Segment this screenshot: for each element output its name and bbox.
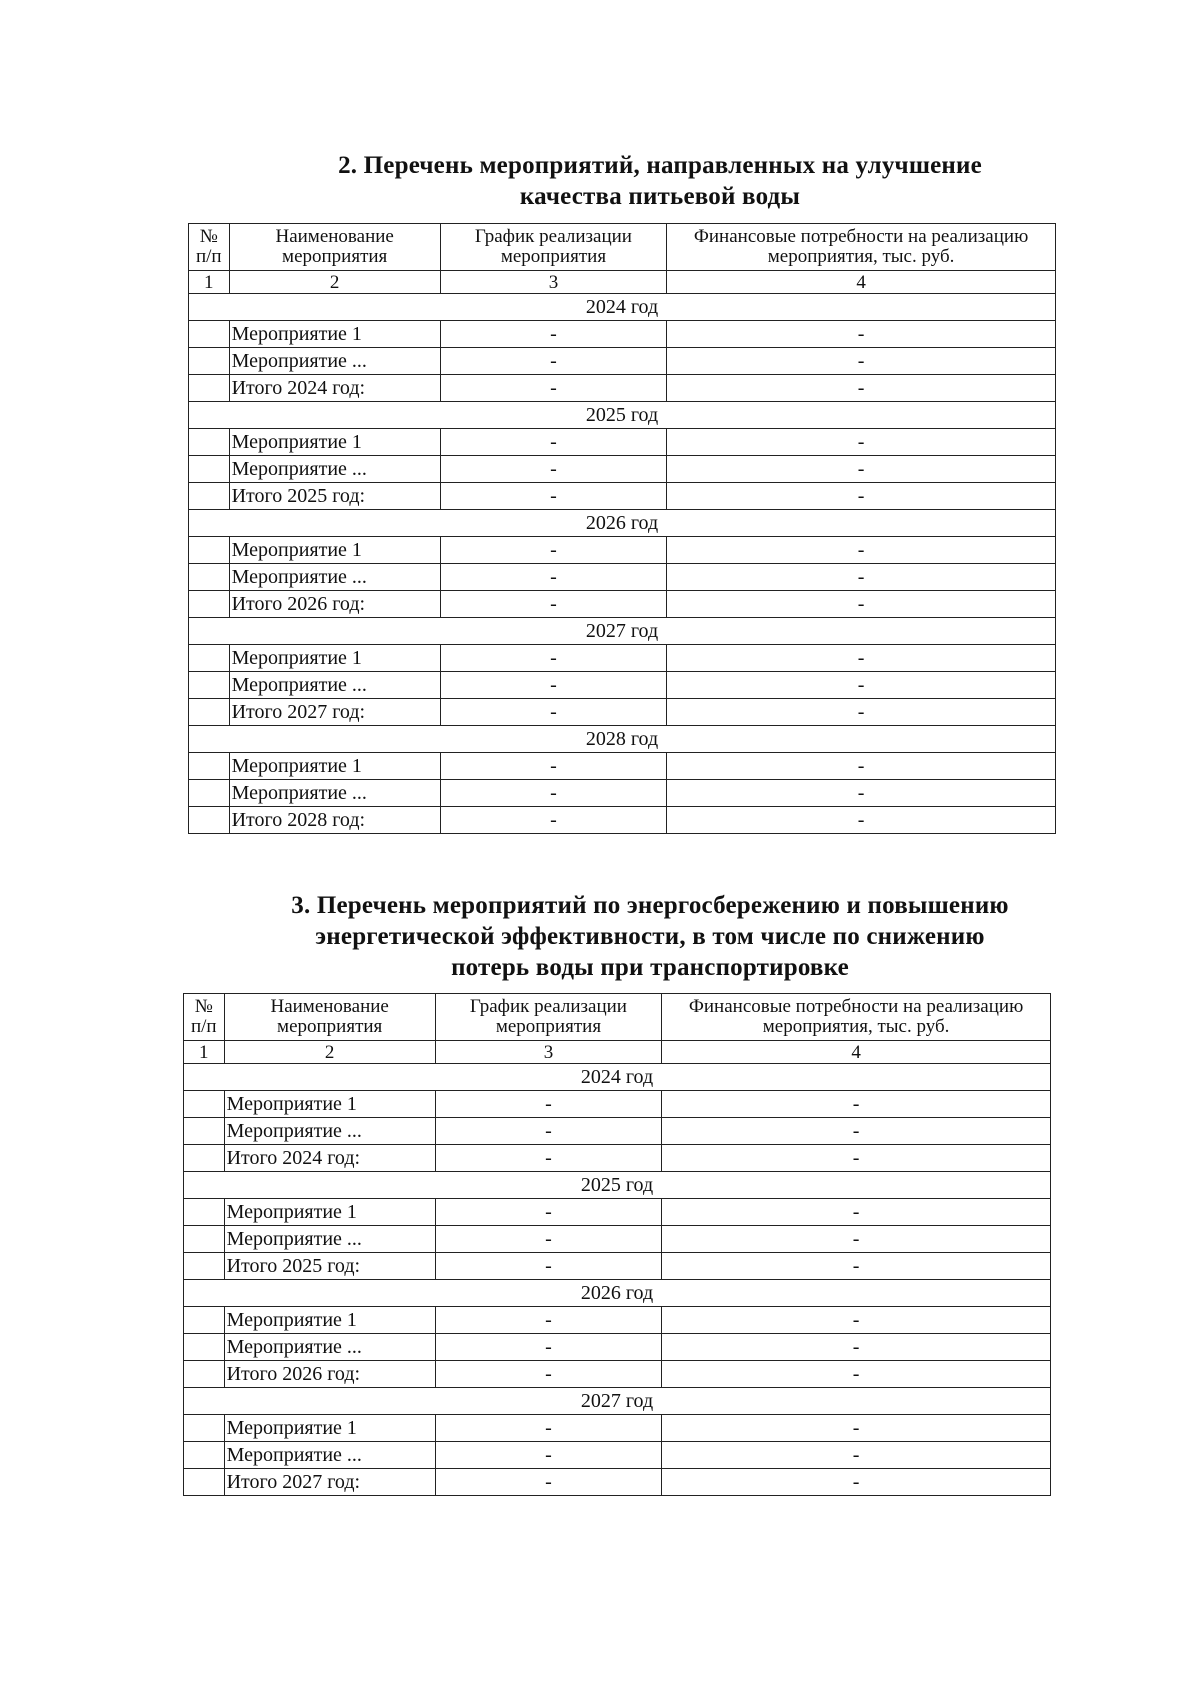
measure-name: Итого 2027 год: (229, 699, 440, 726)
row-number-cell (184, 1442, 225, 1469)
finance-value: - (662, 1415, 1051, 1442)
finance-value: - (667, 321, 1056, 348)
measure-name: Мероприятие ... (229, 456, 440, 483)
schedule-value: - (440, 429, 666, 456)
measure-name: Мероприятие 1 (229, 753, 440, 780)
column-index: 3 (440, 271, 666, 294)
row-number-cell (189, 672, 230, 699)
schedule-value: - (440, 456, 666, 483)
table-row (184, 1118, 1051, 1145)
section-drinking-water (0, 150, 1200, 831)
finance-value: - (662, 1307, 1051, 1334)
measure-name: Мероприятие 1 (229, 321, 440, 348)
table-row (189, 780, 1056, 807)
finance-value: - (667, 753, 1056, 780)
measure-name: Мероприятие 1 (229, 429, 440, 456)
schedule-value: - (435, 1199, 661, 1226)
schedule-value: - (440, 645, 666, 672)
row-number-cell (189, 429, 230, 456)
column-index: 2 (229, 271, 440, 294)
finance-value: - (662, 1118, 1051, 1145)
year-group-row (189, 294, 1056, 321)
finance-value: - (662, 1253, 1051, 1280)
row-number-cell (184, 1361, 225, 1388)
table-row (184, 1361, 1051, 1388)
schedule-value: - (440, 375, 666, 402)
measure-name: Итого 2025 год: (229, 483, 440, 510)
row-number-cell (184, 1145, 225, 1172)
measure-name: Мероприятие 1 (229, 645, 440, 672)
column-index-row (184, 1041, 1051, 1064)
finance-value: - (667, 483, 1056, 510)
measure-name: Мероприятие 1 (224, 1307, 435, 1334)
table-row (184, 1199, 1051, 1226)
header-row (184, 994, 1051, 1041)
finance-value: - (662, 1226, 1051, 1253)
finance-value: - (667, 537, 1056, 564)
row-number-cell (184, 1253, 225, 1280)
table-row (189, 537, 1056, 564)
year-group-row (189, 510, 1056, 537)
row-number-cell (189, 375, 230, 402)
schedule-value: - (440, 483, 666, 510)
year-label: 2026 год (184, 1280, 1051, 1307)
finance-value: - (667, 564, 1056, 591)
schedule-value: - (435, 1361, 661, 1388)
measures-table (188, 223, 1056, 834)
column-index-row (189, 271, 1056, 294)
section-heading (280, 150, 1040, 212)
row-number-cell (184, 1199, 225, 1226)
measure-name: Мероприятие ... (224, 1442, 435, 1469)
year-group-row (189, 402, 1056, 429)
table-row (184, 1226, 1051, 1253)
finance-value: - (667, 456, 1056, 483)
schedule-value: - (435, 1118, 661, 1145)
schedule-value: - (435, 1442, 661, 1469)
table-row (189, 645, 1056, 672)
schedule-value: - (440, 753, 666, 780)
measure-name: Мероприятие ... (224, 1118, 435, 1145)
column-index: 4 (662, 1041, 1051, 1064)
table-row (184, 1469, 1051, 1496)
measure-name: Итого 2024 год: (224, 1145, 435, 1172)
table-row (184, 1334, 1051, 1361)
schedule-value: - (440, 348, 666, 375)
measures-table (183, 993, 1051, 1496)
row-number-cell (184, 1307, 225, 1334)
year-label: 2025 год (184, 1172, 1051, 1199)
row-number-cell (184, 1469, 225, 1496)
schedule-value: - (440, 672, 666, 699)
table-row (189, 375, 1056, 402)
row-number-cell (189, 348, 230, 375)
section-energy-saving (0, 890, 1200, 1493)
table-row (189, 807, 1056, 834)
year-label: 2027 год (184, 1388, 1051, 1415)
schedule-value: - (435, 1253, 661, 1280)
table-row (189, 429, 1056, 456)
header-row (189, 224, 1056, 271)
column-index: 1 (184, 1041, 225, 1064)
header-name: Наименование мероприятия (224, 994, 435, 1041)
measure-name: Мероприятие ... (229, 672, 440, 699)
table-row (184, 1307, 1051, 1334)
finance-value: - (667, 375, 1056, 402)
header-number: № п/п (184, 994, 225, 1041)
row-number-cell (189, 753, 230, 780)
finance-value: - (667, 348, 1056, 375)
year-label: 2024 год (184, 1064, 1051, 1091)
schedule-value: - (440, 699, 666, 726)
year-group-row (189, 618, 1056, 645)
finance-value: - (667, 672, 1056, 699)
table-row (189, 456, 1056, 483)
finance-value: - (667, 429, 1056, 456)
measure-name: Мероприятие ... (224, 1334, 435, 1361)
schedule-value: - (440, 780, 666, 807)
row-number-cell (189, 591, 230, 618)
table-row (189, 699, 1056, 726)
heading-line-1: 3. Перечень мероприятий по энергосбережению и повышению (291, 892, 1009, 919)
schedule-value: - (435, 1145, 661, 1172)
table-row (189, 591, 1056, 618)
table-row (184, 1442, 1051, 1469)
heading-line-2: энергетической эффективности, в том числе по снижению (315, 923, 985, 950)
finance-value: - (662, 1442, 1051, 1469)
header-schedule: График реализации мероприятия (440, 224, 666, 271)
section-heading (240, 890, 1060, 983)
finance-value: - (662, 1199, 1051, 1226)
finance-value: - (667, 807, 1056, 834)
table-row (189, 672, 1056, 699)
column-index: 1 (189, 271, 230, 294)
column-index: 3 (435, 1041, 661, 1064)
year-label: 2027 год (189, 618, 1056, 645)
column-index: 2 (224, 1041, 435, 1064)
table-row (184, 1145, 1051, 1172)
schedule-value: - (440, 591, 666, 618)
finance-value: - (662, 1091, 1051, 1118)
year-label: 2024 год (189, 294, 1056, 321)
row-number-cell (184, 1415, 225, 1442)
year-label: 2026 год (189, 510, 1056, 537)
table-row (189, 348, 1056, 375)
table-row (189, 483, 1056, 510)
year-label: 2025 год (189, 402, 1056, 429)
table-row (184, 1253, 1051, 1280)
year-group-row (184, 1172, 1051, 1199)
measure-name: Мероприятие 1 (224, 1415, 435, 1442)
measure-name: Итого 2025 год: (224, 1253, 435, 1280)
year-group-row (184, 1280, 1051, 1307)
header-number: № п/п (189, 224, 230, 271)
table-row (184, 1415, 1051, 1442)
header-name: Наименование мероприятия (229, 224, 440, 271)
schedule-value: - (435, 1091, 661, 1118)
measure-name: Итого 2026 год: (229, 591, 440, 618)
finance-value: - (662, 1145, 1051, 1172)
heading-line-3: потерь воды при транспортировке (451, 954, 849, 981)
finance-value: - (662, 1361, 1051, 1388)
header-schedule: График реализации мероприятия (435, 994, 661, 1041)
row-number-cell (184, 1118, 225, 1145)
row-number-cell (189, 645, 230, 672)
row-number-cell (189, 483, 230, 510)
column-index: 4 (667, 271, 1056, 294)
row-number-cell (184, 1091, 225, 1118)
measure-name: Итого 2027 год: (224, 1469, 435, 1496)
finance-value: - (667, 591, 1056, 618)
row-number-cell (189, 321, 230, 348)
row-number-cell (189, 456, 230, 483)
schedule-value: - (435, 1469, 661, 1496)
measure-name: Мероприятие ... (224, 1226, 435, 1253)
measure-name: Мероприятие 1 (229, 537, 440, 564)
table-row (189, 564, 1056, 591)
schedule-value: - (435, 1415, 661, 1442)
schedule-value: - (440, 564, 666, 591)
schedule-value: - (435, 1307, 661, 1334)
header-finance: Финансовые потребности на реализацию мероприятия, тыс. руб. (667, 224, 1056, 271)
finance-value: - (662, 1334, 1051, 1361)
finance-value: - (667, 699, 1056, 726)
row-number-cell (189, 699, 230, 726)
row-number-cell (189, 780, 230, 807)
heading-line-1: 2. Перечень мероприятий, направленных на улучшение (338, 152, 982, 179)
measure-name: Итого 2028 год: (229, 807, 440, 834)
row-number-cell (189, 564, 230, 591)
table-row (189, 753, 1056, 780)
row-number-cell (189, 537, 230, 564)
row-number-cell (184, 1226, 225, 1253)
header-finance: Финансовые потребности на реализацию мероприятия, тыс. руб. (662, 994, 1051, 1041)
year-group-row (184, 1064, 1051, 1091)
year-group-row (184, 1388, 1051, 1415)
year-group-row (189, 726, 1056, 753)
measure-name: Итого 2026 год: (224, 1361, 435, 1388)
table-row (189, 321, 1056, 348)
row-number-cell (189, 807, 230, 834)
measure-name: Мероприятие 1 (224, 1091, 435, 1118)
measure-name: Мероприятие 1 (224, 1199, 435, 1226)
measure-name: Мероприятие ... (229, 564, 440, 591)
finance-value: - (667, 645, 1056, 672)
table-row (184, 1091, 1051, 1118)
measure-name: Мероприятие ... (229, 348, 440, 375)
schedule-value: - (440, 321, 666, 348)
year-label: 2028 год (189, 726, 1056, 753)
heading-line-2: качества питьевой воды (519, 183, 801, 210)
measure-name: Итого 2024 год: (229, 375, 440, 402)
schedule-value: - (440, 807, 666, 834)
finance-value: - (662, 1469, 1051, 1496)
schedule-value: - (440, 537, 666, 564)
row-number-cell (184, 1334, 225, 1361)
schedule-value: - (435, 1334, 661, 1361)
finance-value: - (667, 780, 1056, 807)
schedule-value: - (435, 1226, 661, 1253)
measure-name: Мероприятие ... (229, 780, 440, 807)
